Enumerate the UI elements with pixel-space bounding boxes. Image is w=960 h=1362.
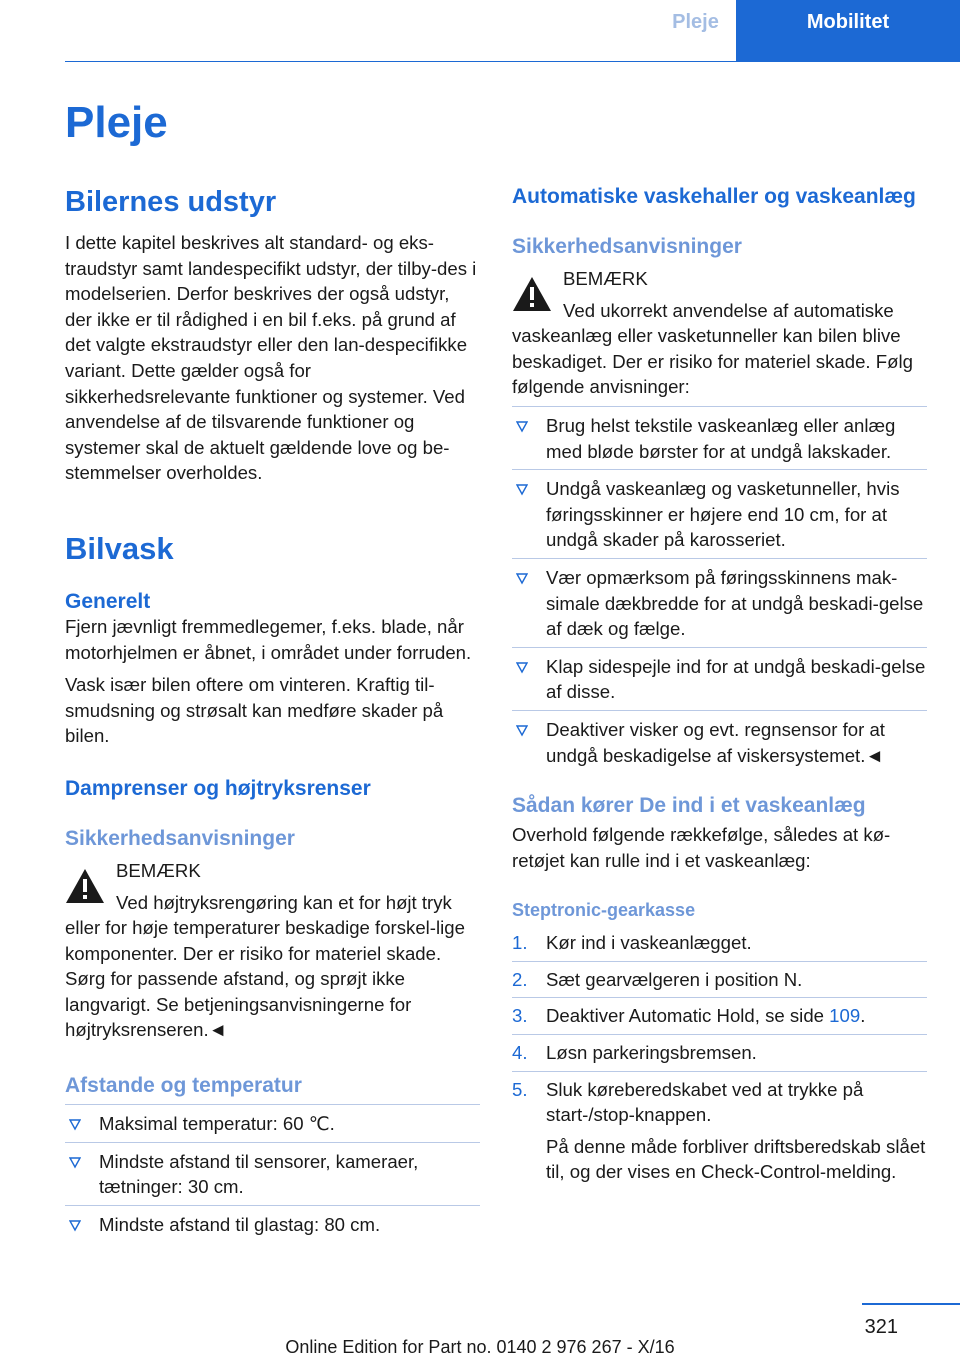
list-item-text: Vær opmærksom på føringsskinnens mak-simale dækbredde for at undgå beskadi-gelse af dæk og fælge. — [546, 566, 924, 640]
list-item — [512, 469, 927, 558]
section-title-bilvask: Bilvask — [65, 530, 174, 566]
list-item — [512, 558, 927, 647]
step-number: 5. — [512, 1078, 528, 1100]
subsection-title-steptronic: Steptronic-gearkasse — [512, 900, 696, 921]
triangle-bullet-icon — [69, 1157, 81, 1169]
step-number: 4. — [512, 1042, 528, 1064]
warning-title: BEMÆRK — [116, 859, 201, 881]
list-item-text: Brug helst tekstile vaskeanlæg eller anlæg med bløde børster for at undgå lakskader. — [546, 414, 896, 462]
step-number: 2. — [512, 968, 528, 990]
warning-list — [512, 406, 927, 773]
list-item — [65, 1205, 480, 1243]
subsection-title-saadan: Sådan kører De ind i et vaskeanlæg — [512, 794, 866, 818]
step-number: 3. — [512, 1005, 528, 1027]
step-text — [546, 1003, 927, 1029]
list-item — [512, 925, 927, 961]
section-title-automatiske: Automatiske vaskehaller og vaskeanlæg — [512, 185, 916, 208]
list-item — [512, 1071, 927, 1190]
step-text: Sæt gearvælgeren i position N. — [546, 968, 803, 990]
step-text: Sluk køreberedskabet ved at trykke på start-/stop-knappen. — [546, 1078, 864, 1126]
right-column — [512, 184, 927, 1190]
list-item-text: Mindste afstand til sensorer, kameraer, tætninger: 30 cm. — [99, 1150, 419, 1198]
list-item — [512, 997, 927, 1034]
subsection-title-damprenser: Damprenser og højtryksrenser — [65, 776, 371, 800]
list-item — [65, 1142, 480, 1205]
list-item-text: Maksimal temperatur: 60 ℃. — [99, 1113, 335, 1135]
subsection-title-sikkerhed: Sikkerhedsanvisninger — [65, 826, 295, 850]
paragraph-generelt-1: Fjern jævnligt fremmedlegemer, f.eks. blade, når motorhjelmen er åbnet, i området under forruden. — [65, 615, 472, 663]
steps-list — [512, 925, 927, 1190]
list-item — [512, 961, 927, 998]
warning-body: Ved højtryksrengøring kan et for højt tryk eller for høje temperaturer beskadige forskel-lige komponenter. Der er risiko for materiel skade. Sørg for passende afstand, og sprøjt ikke langvarigt. Se betjeningsanvisningerne for højtryksrenseren.◄ — [65, 891, 465, 1041]
paragraph-saadan: Overhold følgende rækkefølge, således at kø-retøjet kan rulle ind i et vaskeanlæg: — [512, 824, 891, 871]
left-column — [65, 184, 480, 1242]
page-header — [0, 0, 960, 62]
list-item-text: Deaktiver visker og evt. regnsensor for at undgå beskadigelse af viskersystemet.◄ — [546, 718, 885, 766]
header-rule — [65, 61, 960, 62]
step-extra-text: På denne måde forbliver driftsberedskab slået til, og der vises en Check-Control-melding. — [546, 1135, 926, 1183]
list-item — [512, 1034, 927, 1071]
step-text: Løsn parkeringsbremsen. — [546, 1042, 757, 1064]
triangle-bullet-icon — [516, 573, 528, 585]
tab-pleje[interactable]: Pleje — [672, 11, 719, 33]
footer-rule — [862, 1303, 960, 1305]
list-item — [512, 406, 927, 469]
page-number: 321 — [864, 1316, 898, 1338]
paragraph-generelt-2: Vask især bilen oftere om vinteren. Kraftig til-smudsning og strøsalt kan medføre skader på bilen. — [65, 674, 444, 747]
step-text-before: Deaktiver Automatic Hold, se side — [546, 1005, 830, 1027]
page-title: Pleje — [65, 98, 168, 147]
triangle-bullet-icon — [516, 484, 528, 496]
paragraph-udstyr: I dette kapitel beskrives alt standard- og eks-traudstyr samt landespecifikt udstyr, der tilby-des i modelserien. Derfor beskrives der også udstyr, der ikke er til rådighed i en bil f.eks. på grund af det valgte ekstraudstyr eller den lan-despecifikke variant. Dette gælder også for sikkerhedsrelevante funktioner og systemer. Ved anvendelse af de tilsvarende funktioner og systemer skal de aktuelt gældende love og be-stemmelser overholdes. — [65, 232, 477, 484]
list-item — [512, 710, 927, 773]
step-number: 1. — [512, 932, 528, 954]
subsection-title-sikkerhed-right: Sikkerhedsanvisninger — [512, 235, 742, 258]
list-item-text: Mindste afstand til glastag: 80 cm. — [99, 1213, 381, 1235]
subsection-title-generelt: Generelt — [65, 589, 151, 613]
list-item — [512, 647, 927, 710]
warning-title: BEMÆRK — [563, 268, 648, 289]
warning-box-right — [512, 266, 927, 400]
afstand-list — [65, 1104, 480, 1242]
list-item-text: Klap sidespejle ind for at undgå beskadi-gelse af disse. — [546, 655, 926, 703]
step-text-after: . — [860, 1005, 866, 1027]
warning-box — [65, 858, 480, 1043]
warning-triangle-icon — [65, 868, 105, 904]
warning-body: Ved ukorrekt anvendelse af automatiske vaskeanlæg eller vasketunneller kan bilen blive beskadiget. Der er risiko for materiel skade. Følg følgende anvisninger: — [512, 299, 913, 398]
list-item — [65, 1104, 480, 1142]
section-title-bilernes-udstyr: Bilernes udstyr — [65, 186, 277, 218]
triangle-bullet-icon — [516, 662, 528, 674]
triangle-bullet-icon — [516, 421, 528, 433]
subsection-title-afstande: Afstande og temperatur — [65, 1074, 302, 1098]
tab-mobilitet[interactable]: Mobilitet — [736, 0, 960, 62]
triangle-bullet-icon — [516, 725, 528, 737]
triangle-bullet-icon — [69, 1220, 81, 1232]
triangle-bullet-icon — [69, 1119, 81, 1131]
page-link-109[interactable]: 109 — [829, 1005, 861, 1027]
footer-edition: Online Edition for Part no. 0140 2 976 267 - X/16 — [285, 1337, 675, 1357]
list-item-text: Undgå vaskeanlæg og vasketunneller, hvis føringsskinner er højere end 10 cm, for at undgå skader på karosseriet. — [546, 478, 900, 551]
step-text: Kør ind i vaskeanlægget. — [546, 932, 752, 954]
warning-triangle-icon — [512, 276, 552, 312]
